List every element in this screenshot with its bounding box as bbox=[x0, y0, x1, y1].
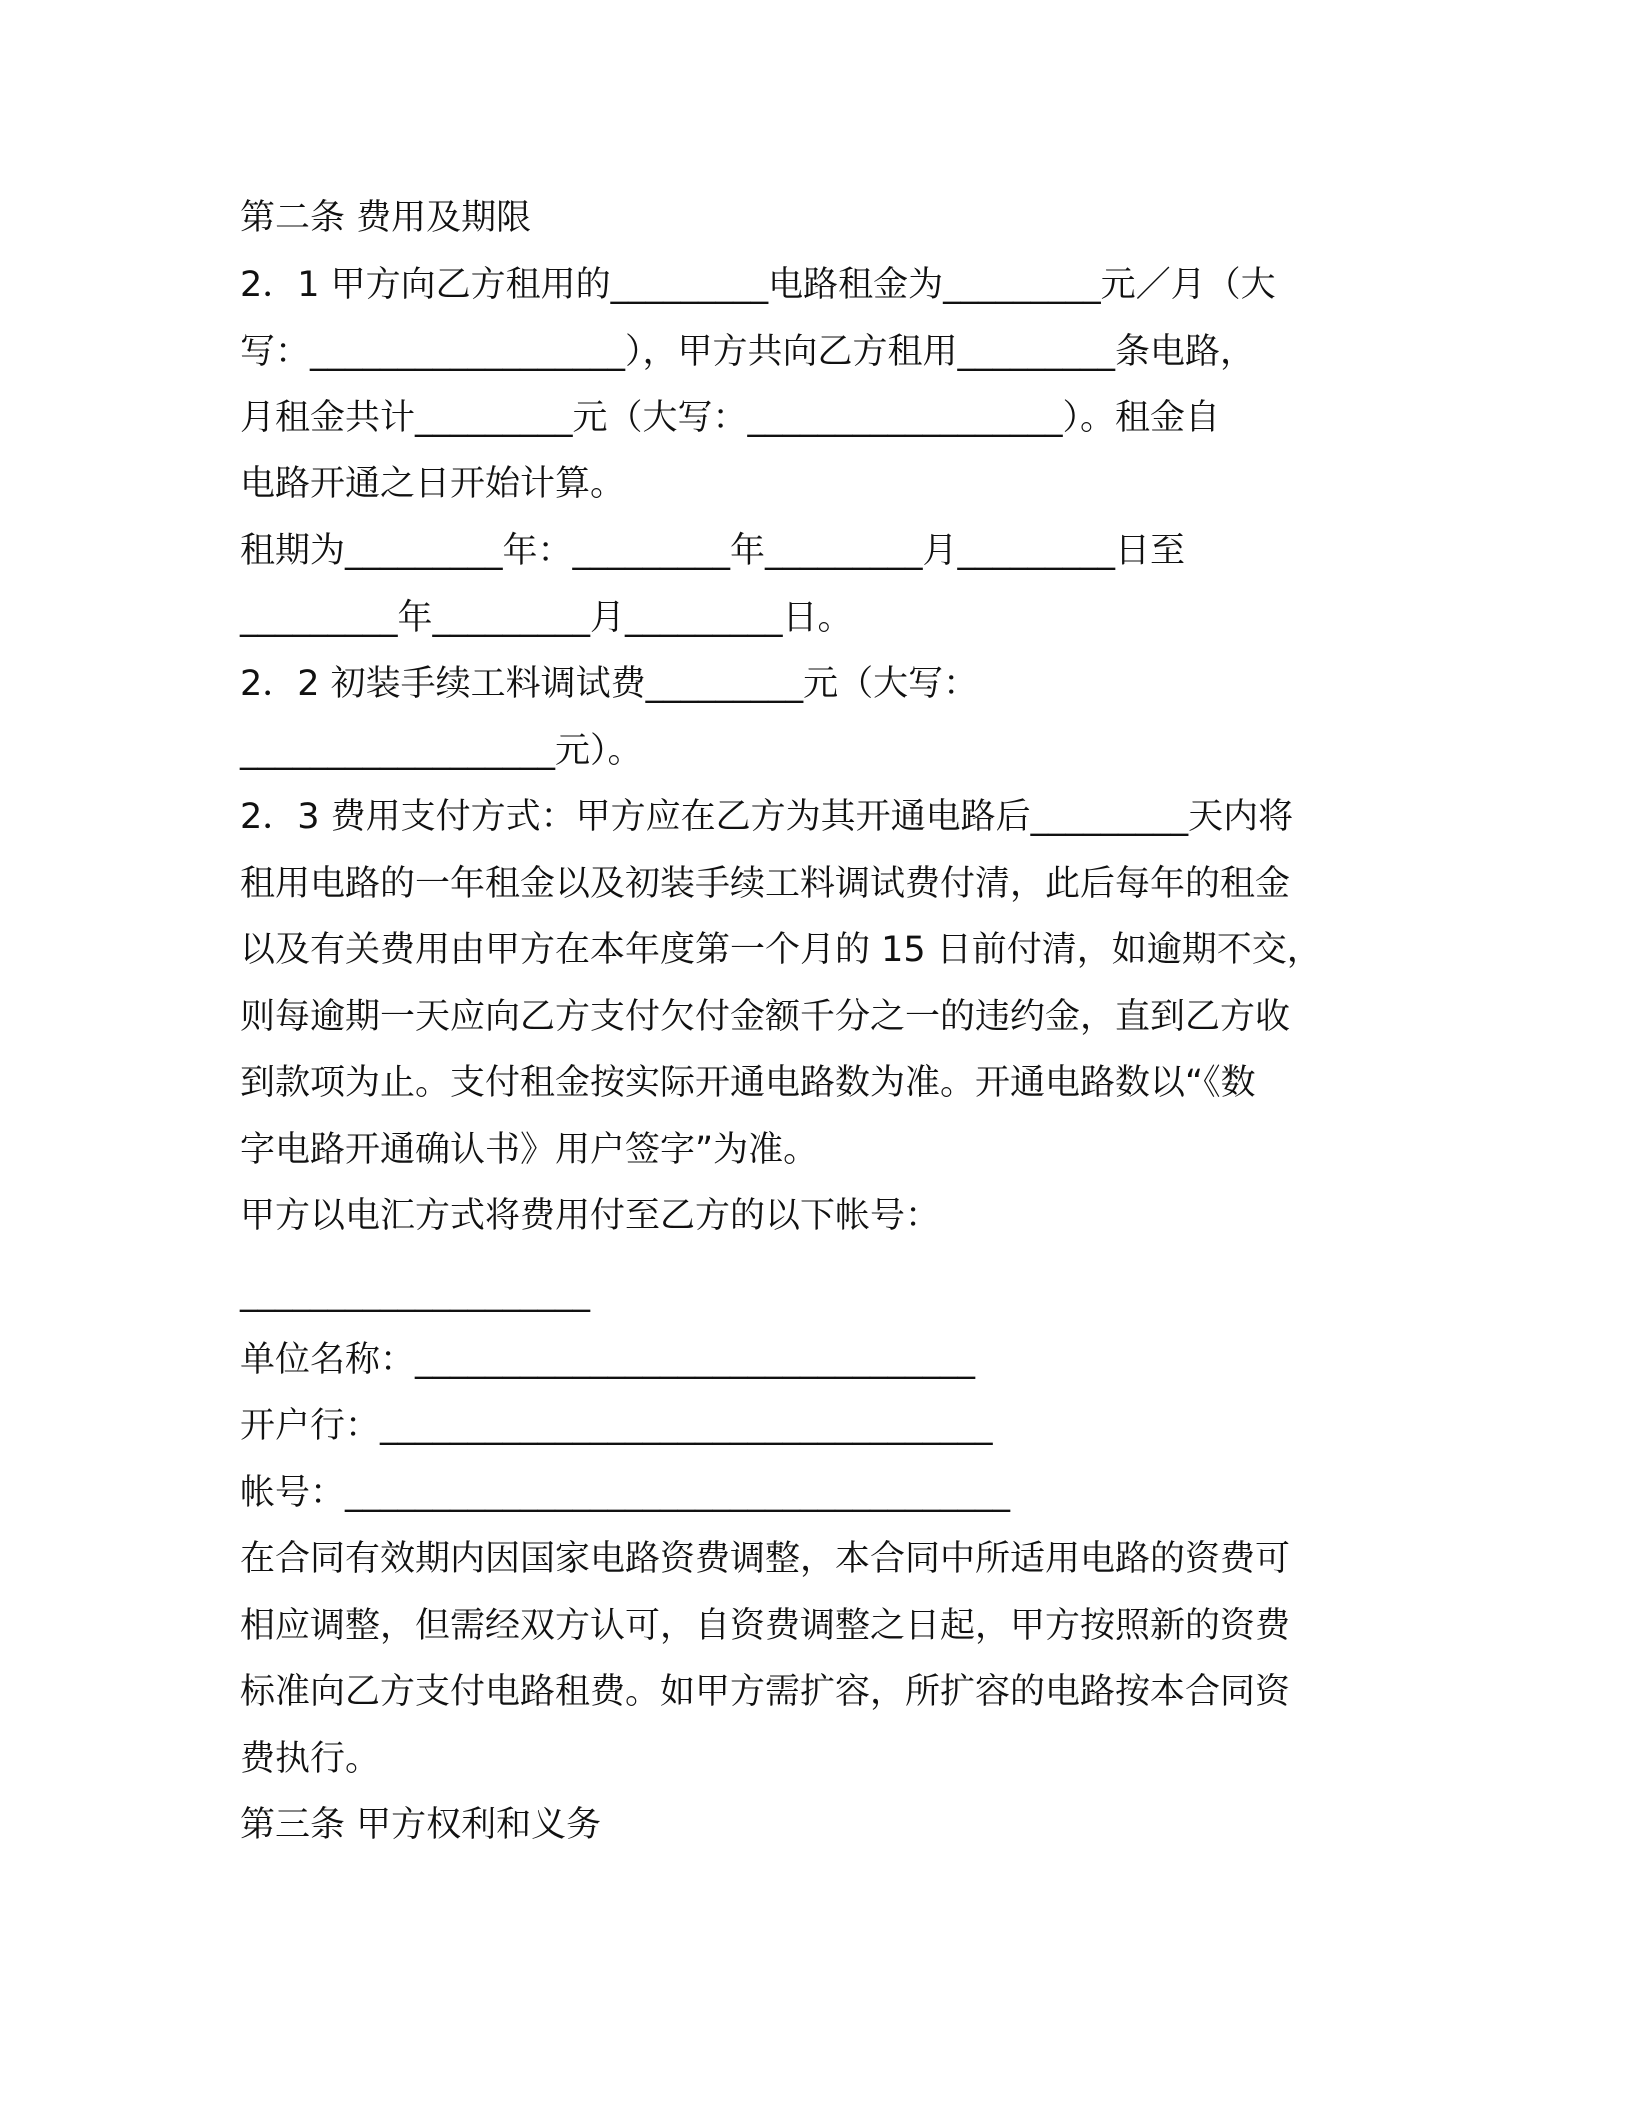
tariff-adjust-line-3: 标准向乙方支付电路租费。如甲方需扩容，所扩容的电路按本合同资 bbox=[240, 1672, 1291, 1712]
clause-2-1-line-2: 写：__________________），甲方共向乙方租用_________条电路， bbox=[240, 332, 1256, 372]
clause-2-3-line-2: 租用电路的一年租金以及初装手续工料调试费付清，此后每年的租金 bbox=[240, 864, 1291, 904]
clause-2-1-line-4: 电路开通之日开始计算。 bbox=[240, 464, 626, 504]
section-heading-2: 第二条 费用及期限 bbox=[240, 198, 532, 238]
clause-2-3-line-6: 字电路开通确认书》用户签字”为准。 bbox=[240, 1130, 819, 1170]
tariff-adjust-line-4: 费执行。 bbox=[240, 1739, 381, 1779]
clause-2-2-line-1: 2．2 初装手续工料调试费_________元（大写： bbox=[240, 664, 979, 704]
clause-2-3-line-4: 则每逾期一天应向乙方支付欠付金额千分之一的违约金，直到乙方收 bbox=[240, 997, 1291, 1037]
clause-2-1-line-3: 月租金共计_________元（大写：__________________）。租金自 bbox=[240, 398, 1221, 438]
clause-2-3-line-1: 2．3 费用支付方式：甲方应在乙方为其开通电路后_________天内将 bbox=[240, 797, 1294, 837]
lease-term-line-2: _________年_________月_________日。 bbox=[240, 598, 853, 638]
lease-term-line-1: 租期为_________年：_________年_________月_________日至 bbox=[240, 531, 1186, 571]
section-heading-3: 第三条 甲方权利和义务 bbox=[240, 1805, 602, 1845]
unit-name-line: 单位名称：________________________________ bbox=[240, 1340, 976, 1380]
clause-2-3-line-5: 到款项为止。支付租金按实际开通电路数为准。开通电路数以“《数 bbox=[240, 1063, 1256, 1103]
clause-2-2-line-2: __________________元）。 bbox=[240, 731, 643, 771]
payment-account-intro: 甲方以电汇方式将费用付至乙方的以下帐号： bbox=[240, 1196, 941, 1236]
clause-2-3-line-3: 以及有关费用由甲方在本年度第一个月的 15 日前付清，如逾期不交， bbox=[240, 930, 1322, 970]
bank-line: 开户行：___________________________________ bbox=[240, 1406, 993, 1446]
account-blank: ____________________ bbox=[240, 1273, 590, 1313]
tariff-adjust-line-1: 在合同有效期内因国家电路资费调整，本合同中所适用电路的资费可 bbox=[240, 1539, 1291, 1579]
clause-2-1-line-1: 2．1 甲方向乙方租用的_________电路租金为_________元／月（大 bbox=[240, 265, 1276, 305]
account-number-line: 帐号：______________________________________ bbox=[240, 1473, 1011, 1513]
tariff-adjust-line-2: 相应调整，但需经双方认可，自资费调整之日起，甲方按照新的资费 bbox=[240, 1606, 1291, 1646]
